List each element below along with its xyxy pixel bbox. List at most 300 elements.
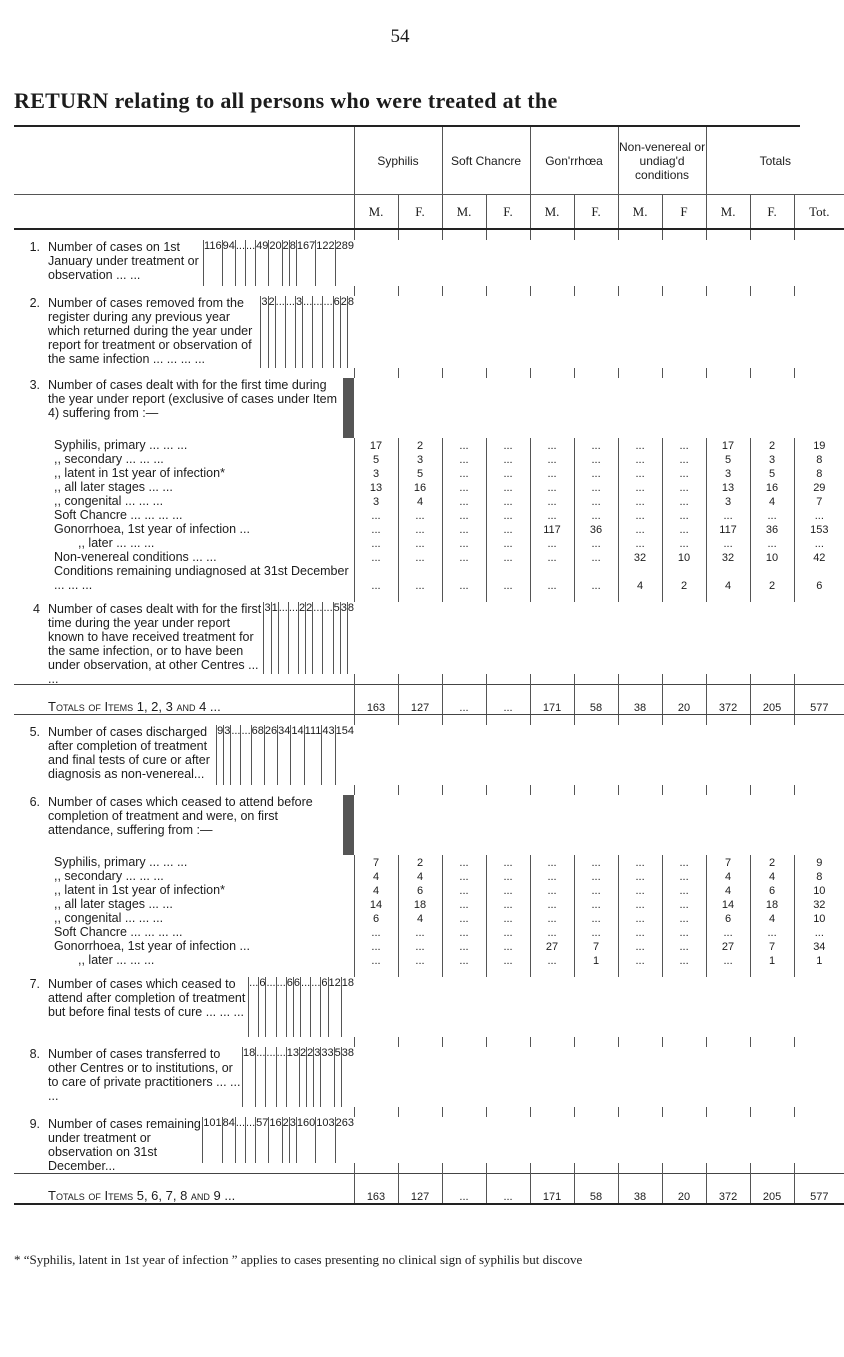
- value-cell: ...: [574, 869, 618, 883]
- row-label: [14, 296, 260, 368]
- value-cell: 2: [398, 438, 442, 452]
- item-label: [20, 602, 263, 686]
- spacer-cell: [706, 592, 750, 602]
- return-table: [14, 127, 844, 1205]
- value-cell: ...: [486, 494, 530, 508]
- value-cell: 10: [794, 883, 844, 897]
- value-cell: ...: [794, 536, 844, 550]
- value-cell: 8: [347, 602, 354, 674]
- value-cell: ...: [618, 939, 662, 953]
- value-cell: 7: [354, 855, 398, 869]
- value-cell: ...: [530, 550, 574, 564]
- spacer-cell: [486, 967, 530, 977]
- spacer-cell: [574, 715, 618, 726]
- table-row: [14, 911, 844, 925]
- spacer-cell: [750, 674, 794, 685]
- sub-item-label: ,, congenital ... ... ...: [54, 911, 164, 925]
- spacer-cell: [354, 229, 398, 240]
- table-row: [14, 795, 354, 855]
- table-row: [14, 494, 844, 508]
- value-cell: ...: [618, 869, 662, 883]
- value-cell: 9: [794, 855, 844, 869]
- value-cell: 1: [271, 602, 278, 674]
- table-row: [14, 240, 354, 286]
- value-cell: ...: [486, 883, 530, 897]
- value-cell: ...: [486, 897, 530, 911]
- spacer-cell: [398, 286, 442, 296]
- value-cell: 4: [354, 869, 398, 883]
- item-text: Number of cases dealt with for the first time during the year under report known to have received treatment for the same infection, or to have been under observation, at other Centres ... ...: [48, 602, 262, 686]
- row-label: [14, 480, 354, 494]
- spacer-cell: [530, 1107, 574, 1117]
- value-cell: ...: [398, 953, 442, 967]
- value-cell: 263: [335, 1117, 354, 1163]
- column-subheader: M.: [354, 195, 398, 230]
- spacer-cell: [354, 1107, 398, 1117]
- spacer-cell: [750, 592, 794, 602]
- value-cell: ...: [312, 296, 322, 368]
- totals-row: [14, 1174, 844, 1204]
- spacer-cell: [750, 229, 794, 240]
- table-row: [14, 855, 844, 869]
- value-cell: 10: [750, 550, 794, 564]
- value-cell: ...: [398, 536, 442, 550]
- item-label: [20, 378, 343, 420]
- item-label: [20, 296, 260, 366]
- spacer-cell: [662, 229, 706, 240]
- value-cell: ...: [235, 1117, 245, 1163]
- spacer-cell: [354, 674, 398, 685]
- value-cell: 7: [794, 494, 844, 508]
- value-cell: ...: [442, 508, 486, 522]
- value-cell: 18: [242, 1047, 255, 1107]
- value-cell: ...: [574, 494, 618, 508]
- spacer-cell: [574, 785, 618, 795]
- value-cell: 122: [315, 240, 334, 286]
- value-cell: ...: [235, 240, 245, 286]
- row-spacer: [14, 286, 844, 296]
- sub-item-label: Non-venereal conditions ... ...: [54, 550, 217, 564]
- spacer-cell: [14, 967, 354, 977]
- value-cell: 2: [298, 602, 305, 674]
- value-cell: 8: [794, 452, 844, 466]
- value-cell: 577: [794, 1174, 844, 1204]
- value-cell: 6: [320, 977, 327, 1037]
- value-cell: 205: [750, 1174, 794, 1204]
- value-cell: ...: [794, 508, 844, 522]
- value-cell: ...: [276, 1047, 286, 1107]
- spacer-cell: [794, 715, 844, 726]
- spacer-cell: [530, 674, 574, 685]
- row-spacer: [14, 1107, 844, 1117]
- row-label: [14, 550, 354, 564]
- value-cell: ...: [285, 296, 295, 368]
- row-label: [14, 869, 354, 883]
- value-cell: ...: [662, 480, 706, 494]
- row-label: [14, 855, 354, 869]
- table-row: [14, 925, 844, 939]
- value-cell: 4: [618, 564, 662, 592]
- value-cell: 4: [706, 564, 750, 592]
- value-cell: ...: [265, 1047, 275, 1107]
- spacer-cell: [618, 674, 662, 685]
- spacer-cell: [662, 967, 706, 977]
- sub-item-label: Conditions remaining undiagnosed at 31st December ... ... ...: [54, 564, 349, 592]
- table-row: [14, 725, 354, 785]
- value-cell: 171: [530, 1174, 574, 1204]
- spacer-cell: [574, 368, 618, 378]
- column-subheader: F.: [398, 195, 442, 230]
- row-spacer: [14, 368, 844, 378]
- value-cell: 3: [295, 296, 302, 368]
- sub-item-label: ,, later ... ... ...: [78, 536, 155, 550]
- value-cell: 3: [289, 1117, 296, 1163]
- value-cell: ...: [442, 522, 486, 536]
- spacer-cell: [14, 368, 354, 378]
- sub-item-label: ,, secondary ... ... ...: [54, 869, 164, 883]
- column-subheader: M.: [618, 195, 662, 230]
- value-cell: ...: [278, 602, 288, 674]
- value-cell: ...: [574, 897, 618, 911]
- value-cell: ...: [486, 564, 530, 592]
- header-blank: [14, 195, 354, 230]
- value-cell: 163: [354, 685, 398, 715]
- value-cell: ...: [618, 953, 662, 967]
- value-cell: 127: [398, 1174, 442, 1204]
- value-cell: 1: [750, 953, 794, 967]
- value-cell: ...: [354, 536, 398, 550]
- value-cell: 27: [530, 939, 574, 953]
- value-cell: ...: [750, 925, 794, 939]
- value-cell: ...: [442, 466, 486, 480]
- spacer-cell: [574, 286, 618, 296]
- spacer-cell: [574, 592, 618, 602]
- value-cell: 12: [328, 977, 341, 1037]
- value-cell: ...: [530, 925, 574, 939]
- value-cell: 6: [750, 883, 794, 897]
- value-cell: 58: [574, 685, 618, 715]
- value-cell: ...: [618, 480, 662, 494]
- column-subheader: F: [662, 195, 706, 230]
- group-header: Soft Chancre: [442, 127, 530, 195]
- table-row: [14, 296, 354, 368]
- spacer-cell: [14, 715, 354, 726]
- value-cell: ...: [322, 296, 332, 368]
- row-label: [14, 602, 263, 686]
- value-cell: 1: [794, 953, 844, 967]
- value-cell: 38: [618, 1174, 662, 1204]
- value-cell: ...: [662, 883, 706, 897]
- value-cell: 3: [354, 494, 398, 508]
- value-cell: ...: [398, 925, 442, 939]
- table-row: [14, 438, 844, 452]
- value-cell: ...: [618, 466, 662, 480]
- value-cell: 10: [662, 550, 706, 564]
- item-number: 5.: [29, 725, 40, 739]
- spacer-cell: [14, 1107, 354, 1117]
- value-cell: ...: [310, 977, 320, 1037]
- value-cell: ...: [322, 602, 332, 674]
- value-cell: ...: [442, 897, 486, 911]
- value-cell: 13: [706, 480, 750, 494]
- item-label: [20, 795, 343, 837]
- value-cell: ...: [354, 939, 398, 953]
- value-cell: ...: [574, 508, 618, 522]
- value-cell: 3: [398, 452, 442, 466]
- value-cell: ...: [442, 883, 486, 897]
- value-cell: ...: [486, 508, 530, 522]
- value-cell: 4: [706, 869, 750, 883]
- value-cell: 6: [398, 883, 442, 897]
- spacer-cell: [618, 1163, 662, 1174]
- value-cell: 38: [341, 1047, 354, 1107]
- value-cell: 4: [750, 494, 794, 508]
- spacer-cell: [706, 229, 750, 240]
- value-cell: 9: [216, 725, 223, 785]
- spacer-cell: [750, 1163, 794, 1174]
- spacer-cell: [486, 1107, 530, 1117]
- value-cell: ...: [662, 939, 706, 953]
- value-cell: ...: [486, 911, 530, 925]
- value-cell: 3: [706, 494, 750, 508]
- spacer-cell: [662, 715, 706, 726]
- value-cell: 5: [354, 452, 398, 466]
- table-row: [14, 953, 844, 967]
- value-cell: 20: [662, 1174, 706, 1204]
- value-cell: ...: [354, 550, 398, 564]
- value-cell: ...: [486, 522, 530, 536]
- value-cell: 36: [750, 522, 794, 536]
- value-cell: ...: [486, 855, 530, 869]
- value-cell: 32: [618, 550, 662, 564]
- spacer-cell: [662, 785, 706, 795]
- value-cell: ...: [486, 685, 530, 715]
- value-cell: ...: [398, 508, 442, 522]
- row-label: [14, 1047, 242, 1107]
- value-cell: ...: [662, 438, 706, 452]
- value-cell: ...: [312, 602, 322, 674]
- item-text: Number of cases discharged after completion of treatment and final tests of cure or after diagnosis as non-venereal...: [48, 725, 210, 781]
- value-cell: ...: [442, 939, 486, 953]
- spacer-cell: [14, 1037, 354, 1047]
- row-spacer: [14, 229, 844, 240]
- value-cell: 8: [347, 296, 354, 368]
- spacer-cell: [706, 1107, 750, 1117]
- value-cell: ...: [265, 977, 275, 1037]
- spacer-cell: [706, 715, 750, 726]
- value-cell: ...: [240, 725, 250, 785]
- value-cell: ...: [662, 452, 706, 466]
- spacer-cell: [618, 1107, 662, 1117]
- value-cell: 18: [341, 977, 354, 1037]
- spacer-cell: [354, 715, 398, 726]
- item-text: Number of cases which ceased to attend after completion of treatment but before final tests of cure ... ... ...: [48, 977, 246, 1019]
- value-cell: 2: [305, 602, 312, 674]
- value-cell: ...: [574, 466, 618, 480]
- row-label: [14, 883, 354, 897]
- sub-item-label: ,, latent in 1st year of infection*: [54, 883, 225, 897]
- value-cell: 2: [299, 1047, 306, 1107]
- value-cell: 6: [293, 977, 300, 1037]
- value-cell: ...: [398, 939, 442, 953]
- value-cell: ...: [300, 977, 310, 1037]
- value-cell: ...: [302, 296, 312, 368]
- value-cell: 3: [260, 296, 267, 368]
- table-row: [14, 564, 844, 592]
- group-header-row: [14, 127, 844, 195]
- value-cell: 8: [794, 869, 844, 883]
- sub-item-label: ,, secondary ... ... ...: [54, 452, 164, 466]
- value-cell: 34: [794, 939, 844, 953]
- value-cell: 18: [398, 897, 442, 911]
- spacer-cell: [398, 229, 442, 240]
- value-cell: ...: [574, 452, 618, 466]
- value-cell: ...: [442, 869, 486, 883]
- spacer-cell: [14, 229, 354, 240]
- spacer-cell: [530, 368, 574, 378]
- value-cell: ...: [354, 564, 398, 592]
- spacer-cell: [750, 1107, 794, 1117]
- value-cell: 6: [258, 977, 265, 1037]
- spacer-cell: [662, 368, 706, 378]
- totals-row: [14, 685, 844, 715]
- spacer-cell: [750, 967, 794, 977]
- column-subheader: M.: [706, 195, 750, 230]
- spacer-cell: [442, 785, 486, 795]
- value-cell: 3: [706, 466, 750, 480]
- spacer-cell: [794, 229, 844, 240]
- value-cell: ...: [618, 452, 662, 466]
- return-table-container: [14, 127, 830, 1247]
- value-cell: 6: [286, 977, 293, 1037]
- row-label: [14, 494, 354, 508]
- spacer-cell: [398, 967, 442, 977]
- row-label: [14, 508, 354, 522]
- group-header: Syphilis: [354, 127, 442, 195]
- value-cell: ...: [662, 869, 706, 883]
- value-cell: ...: [442, 855, 486, 869]
- spacer-cell: [530, 1163, 574, 1174]
- value-cell: 68: [251, 725, 264, 785]
- spacer-cell: [662, 1037, 706, 1047]
- footnote: * “Syphilis, latent in 1st year of infection ” applies to cases presenting no clinical sign of syphilis but discove: [14, 1252, 583, 1267]
- value-cell: 1: [574, 953, 618, 967]
- value-cell: 49: [255, 240, 268, 286]
- spacer-cell: [794, 286, 844, 296]
- value-cell: 3: [750, 452, 794, 466]
- value-cell: 8: [794, 466, 844, 480]
- value-cell: 103: [315, 1117, 334, 1163]
- value-cell: 32: [706, 550, 750, 564]
- sub-item-label: ,, all later stages ... ...: [54, 897, 173, 911]
- value-cell: 57: [255, 1117, 268, 1163]
- value-cell: ...: [530, 480, 574, 494]
- sub-item-label: Gonorrhoea, 1st year of infection ...: [54, 522, 250, 536]
- row-label: [14, 466, 354, 480]
- value-cell: 153: [794, 522, 844, 536]
- value-cell: 2: [282, 240, 289, 286]
- value-cell: ...: [442, 953, 486, 967]
- item-number: 7.: [29, 977, 40, 991]
- value-cell: 4: [398, 494, 442, 508]
- spacer-cell: [486, 592, 530, 602]
- value-cell: 2: [750, 564, 794, 592]
- spacer-cell: [618, 286, 662, 296]
- table-row: [14, 883, 844, 897]
- value-cell: [353, 378, 354, 438]
- spacer-cell: [750, 286, 794, 296]
- row-label: [14, 536, 354, 550]
- item-label: [20, 977, 248, 1019]
- value-cell: ...: [618, 883, 662, 897]
- sub-item-label: ,, congenital ... ... ...: [54, 494, 164, 508]
- spacer-cell: [398, 1037, 442, 1047]
- value-cell: ...: [706, 953, 750, 967]
- spacer-cell: [574, 1107, 618, 1117]
- value-cell: ...: [662, 536, 706, 550]
- item-label: [20, 725, 216, 781]
- value-cell: 14: [354, 897, 398, 911]
- spacer-cell: [706, 368, 750, 378]
- value-cell: 3: [223, 725, 230, 785]
- value-cell: 16: [268, 1117, 281, 1163]
- value-cell: 2: [662, 564, 706, 592]
- value-cell: 27: [706, 939, 750, 953]
- value-cell: 7: [574, 939, 618, 953]
- value-cell: 117: [530, 522, 574, 536]
- spacer-cell: [530, 592, 574, 602]
- row-label: [14, 911, 354, 925]
- value-cell: ...: [530, 564, 574, 592]
- value-cell: 2: [398, 855, 442, 869]
- value-cell: 16: [398, 480, 442, 494]
- spacer-cell: [750, 715, 794, 726]
- spacer-cell: [398, 1163, 442, 1174]
- row-label: [14, 522, 354, 536]
- value-cell: ...: [530, 508, 574, 522]
- row-label: [14, 240, 203, 286]
- spacer-cell: [618, 715, 662, 726]
- value-cell: ...: [442, 480, 486, 494]
- value-cell: 5: [333, 602, 340, 674]
- value-cell: 6: [354, 911, 398, 925]
- value-cell: 20: [662, 685, 706, 715]
- value-cell: ...: [662, 911, 706, 925]
- value-cell: 7: [706, 855, 750, 869]
- value-cell: ...: [530, 452, 574, 466]
- spacer-cell: [14, 592, 354, 602]
- table-row: [14, 480, 844, 494]
- value-cell: ...: [442, 564, 486, 592]
- value-cell: 2: [750, 438, 794, 452]
- spacer-cell: [618, 229, 662, 240]
- page-title: RETURN relating to all persons who were treated at the: [14, 88, 558, 113]
- value-cell: ...: [255, 1047, 265, 1107]
- item-label: [20, 240, 203, 282]
- spacer-cell: [662, 1107, 706, 1117]
- item-text: Number of cases transferred to other Centres or to institutions, or to care of private practitioners ... ... ...: [48, 1047, 241, 1103]
- spacer-cell: [530, 286, 574, 296]
- spacer-cell: [442, 674, 486, 685]
- item-text: Number of cases on 1st January under treatment or observation ... ...: [48, 240, 199, 282]
- value-cell: 6: [706, 911, 750, 925]
- value-cell: ...: [574, 855, 618, 869]
- spacer-cell: [574, 1037, 618, 1047]
- spacer-cell: [442, 286, 486, 296]
- value-cell: ...: [354, 925, 398, 939]
- value-cell: 3: [263, 602, 270, 674]
- spacer-cell: [354, 967, 398, 977]
